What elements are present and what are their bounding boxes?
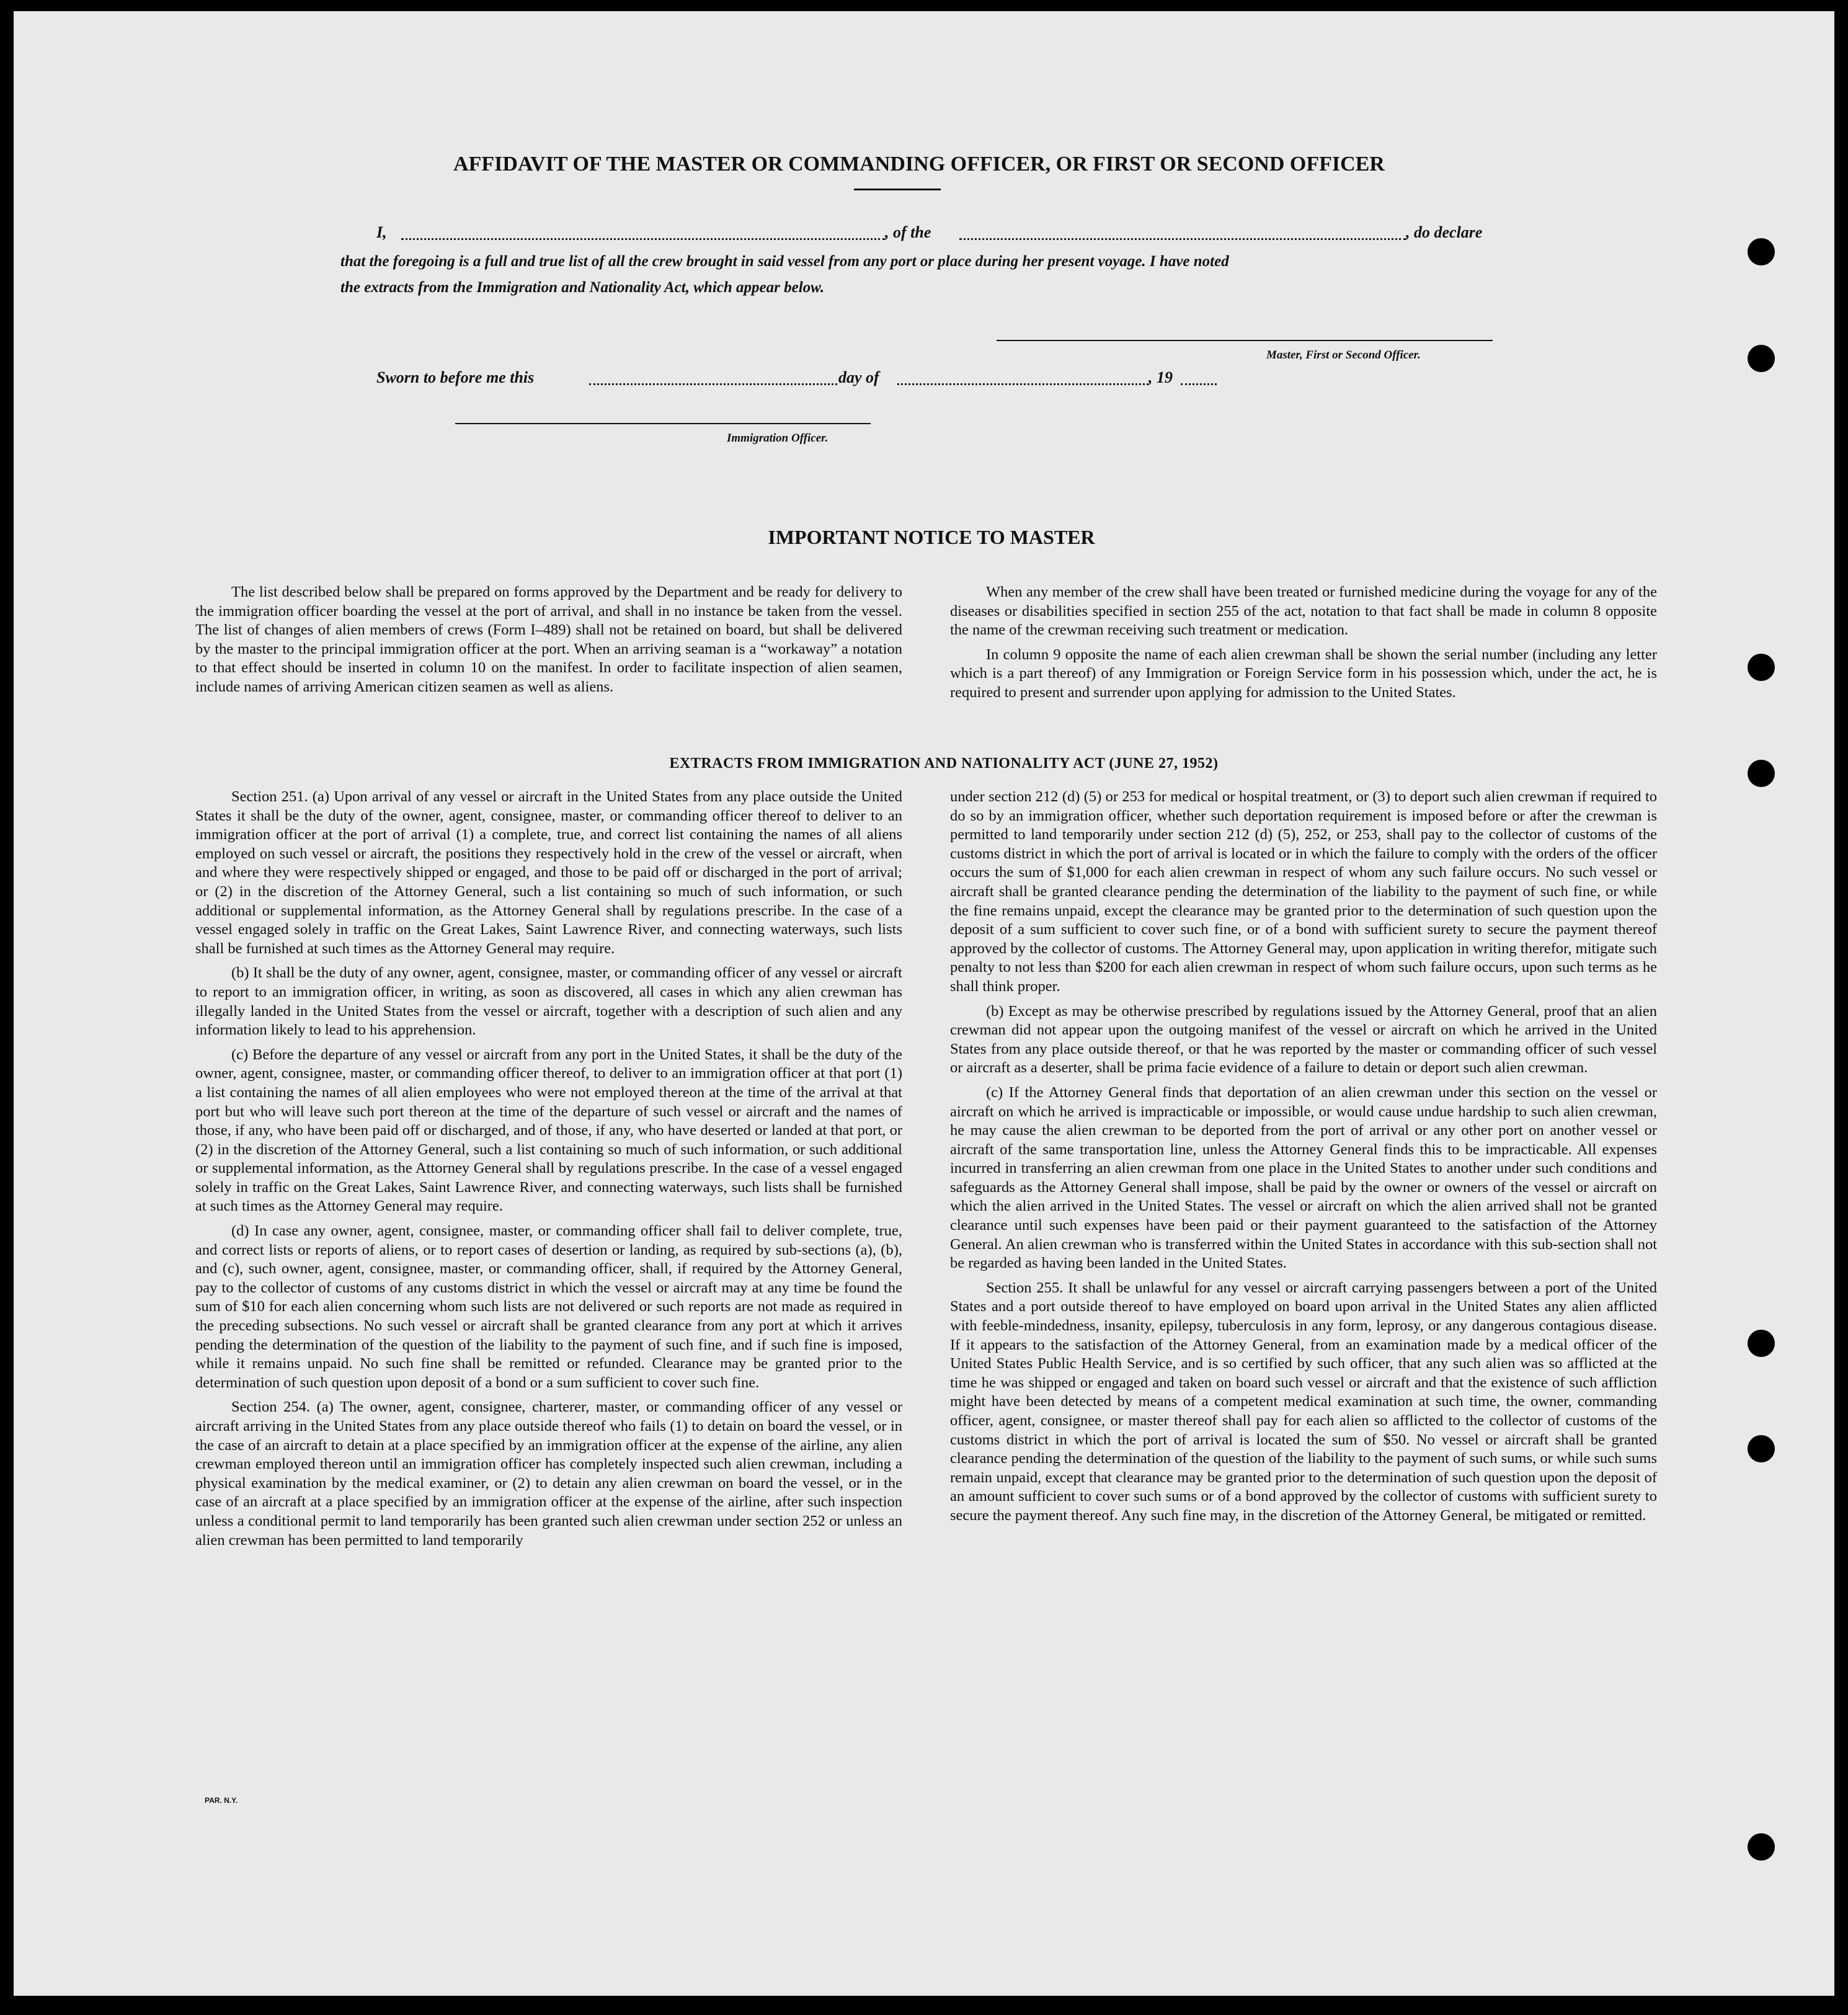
binder-hole — [1748, 1330, 1775, 1357]
binder-hole — [1748, 238, 1775, 265]
affidavit-title: AFFIDAVIT OF THE MASTER OR COMMANDING OFFICER, OR FIRST OR SECOND OFFICER — [453, 153, 1385, 176]
extract-paragraph: (b) Except as may be otherwise prescribed by regulations issued by the Attorney General, proof that an alien crewman did not appear upon the outgoing manifest of the vessel or aircraft on which he arrived in the United States from any place outside thereof, or that he was reported by the master or commanding officer of such vessel or aircraft as a deserter, shall be prima facie evidence of a failure to detain or deport such alien crewman. — [950, 1002, 1657, 1077]
extracts-title: EXTRACTS FROM IMMIGRATION AND NATIONALITY ACT (JUNE 27, 1952) — [669, 755, 1219, 772]
declare-line-start: I, — [376, 223, 387, 241]
master-signature-line[interactable] — [997, 340, 1493, 341]
declare-line-mid: , of the — [885, 223, 931, 241]
extract-paragraph: (c) Before the departure of any vessel or aircraft from any port in the United States, it shall be the duty of the owner, agent, consignee, master, or commanding officer thereof, to deliver to an immigration officer at that port (1) a list containing the names of all alien employees who were not employed thereon at the time of the arrival at that port but who will leave such port thereon at the time of the departure of such vessel or aircraft and the names of those, if any, who have been paid off or discharged, and of those, if any, who have deserted or landed at that port, or (2) in the discretion of the Attorney General, such a list containing so much of such information, or such additional or supplemental information, as the Attorney General shall by regulations prescribe. In the case of a vessel engaged solely in traffic on the Great Lakes, Saint Lawrence River, and connecting waterways, such lists shall be furnished at such times as the Attorney General may require. — [195, 1046, 902, 1215]
title-underline — [854, 189, 941, 190]
sworn-line-end: , 19 — [1148, 368, 1173, 386]
notice-right-column — [950, 583, 1657, 708]
binder-hole — [1748, 654, 1775, 681]
master-signature-label: Master, First or Second Officer. — [1266, 349, 1421, 362]
sworn-month-field[interactable] — [897, 383, 1148, 385]
printer-mark: PAR. N.Y. — [205, 1796, 238, 1805]
declaration-text-line: that the foregoing is a full and true list of all the crew brought in said vessel from any port or place during her present voyage. I have noted — [340, 253, 1229, 270]
extracts-right-column — [950, 788, 1657, 1531]
extract-paragraph: under section 212 (d) (5) or 253 for medical or hospital treatment, or (3) to deport such alien crewman if required to do so by an immigration officer, whether such deportation requirement is imposed before or after the crewman is permitted to land temporarily under section 212 (d) (5), 252, or 253, shall pay to the collector of customs of the customs district in which the port of arrival is located or in which the failure to comply with the orders of the officer occurs the sum of $1,000 for each alien crewman in respect of whom any such failure occurs. No such vessel or aircraft shall be granted clearance pending the determination of the liability to the payment of such fine, or while the fine remains unpaid, except the clearance may be granted prior to the determination of such question upon the deposit of a sum sufficient to cover such fine, or of a bond with sufficient surety to secure the payment thereof approved by the collector of customs. The Attorney General may, upon application in writing therefor, mitigate such penalty to not less than $200 for each alien crewman in respect of whom such failure occurs, upon such terms as he shall think proper. — [950, 788, 1657, 995]
name-field[interactable] — [401, 238, 885, 240]
notice-paragraph: When any member of the crew shall have been treated or furnished medicine during the voyage for any of the diseases or disabilities specified in section 255 of the act, notation to that fact shall be made in column 8 opposite the name of the crewman receiving such treatment or medication. — [950, 584, 1657, 639]
declare-line-end: , do declare — [1406, 223, 1483, 241]
extract-paragraph: (c) If the Attorney General finds that deportation of an alien crewman under this section on the vessel or aircraft on which he arrived is impracticable or impossible, or would cause undue hardship to such alien crewman, he may cause the alien crewman to be deported from the port of arrival or any other port on another vessel or aircraft of the same transportation line, unless the Attorney General finds this to be impracticable. All expenses incurred in transferring an alien crewman from one place in the United States to another under such conditions and safeguards as the Attorney General shall impose, shall be paid by the owner or owners of the vessel or aircraft on which the alien arrived in the United States. The vessel or aircraft on which the alien arrived shall not be granted clearance until such expenses have been paid or their payment guaranteed to the satisfaction of the Attorney General. An alien crewman who is transferred within the United States in accordance with this sub-section shall not be regarded as having been landed in the United States. — [950, 1083, 1657, 1272]
declaration-text-line: the extracts from the Immigration and Nationality Act, which appear below. — [340, 279, 825, 296]
officer-signature-line[interactable] — [455, 423, 871, 424]
notice-paragraph: In column 9 opposite the name of each alien crewman shall be shown the serial number (including any letter which is a part thereof) of any Immigration or Foreign Service form in his possession which, under the act, he is required to present and surrender upon applying for admission to the United States. — [950, 646, 1657, 701]
extract-paragraph: Section 254. (a) The owner, agent, consignee, charterer, master, or commanding officer of any vessel or aircraft arriving in the United States from any place outside thereof who fails (1) to detain on board the vessel, or in the case of an aircraft to detain at a place specified by an immigration officer at the expense of the airline, any alien crewman employed thereon until an immigration officer has completely inspected such alien crewman, including a physical examination by the medical examiner, or (2) to detain any alien crewman on board the vessel, or in the case of an aircraft at a place specified by an immigration officer at the expense of the airline, after such inspection unless a conditional permit to land temporarily has been granted such alien crewman under section 252 or unless an alien crewman has been permitted to land temporarily — [195, 1399, 902, 1549]
binder-hole — [1748, 760, 1775, 787]
vessel-field[interactable] — [959, 238, 1406, 240]
document-page — [14, 11, 1834, 1996]
notice-title: IMPORTANT NOTICE TO MASTER — [768, 526, 1095, 548]
sworn-year-field[interactable] — [1181, 383, 1217, 385]
extract-paragraph: Section 255. It shall be unlawful for any vessel or aircraft carrying passengers between a port of the United States and a port outside thereof to have employed on board upon arrival in the United States any alien afflicted with feeble-mindedness, insanity, epilepsy, tuberculosis in any form, leprosy, or any dangerous contagious disease. If it appears to the satisfaction of the Attorney General, from an examination made by a medical officer of the United States Public Health Service, and is so certified by such officer, that any such alien was so afflicted at the time he was shipped or engaged and taken on board such vessel or aircraft and that the existence of such affliction might have been detected by means of a competent medical examination at such time, the owner, commanding officer, agent, consignee, or master thereof shall pay for each alien so afflicted to the collector of customs of the customs district in which the port of arrival is located the sum of $50. No vessel or aircraft shall be granted clearance pending the determination of the question of the liability to the payment of such sums, or while such sums remain unpaid, except that clearance may be granted prior to the determination of such question upon the deposit of an amount sufficient to cover such sums or of a bond approved by the collector of customs with sufficient surety to secure the payment thereof. Any such fine may, in the discretion of the Attorney General, be mitigated or remitted. — [950, 1279, 1657, 1524]
extract-paragraph: (b) It shall be the duty of any owner, agent, consignee, master, or commanding officer of any vessel or aircraft to report to an immigration officer, in writing, as soon as discovered, all cases in which any alien crewman has illegally landed in the United States from the vessel or aircraft, together with a description of such alien and any information likely to lead to his apprehension. — [195, 964, 902, 1039]
binder-hole — [1748, 345, 1775, 372]
extract-paragraph: Section 251. (a) Upon arrival of any vessel or aircraft in the United States from any place outside the United States it shall be the duty of the owner, agent, consignee, master, or commanding officer thereof to deliver to an immigration officer at the port of arrival (1) a complete, true, and correct list containing the names of all aliens employed on such vessel or aircraft, the positions they respectively hold in the crew of the vessel or aircraft, when and where they were respectively shipped or engaged, and those to be paid off or discharged in the port of arrival; or (2) in the discretion of the Attorney General, such a list containing so much of such information, or such additional or supplemental information, as the Attorney General shall by regulations prescribe. In the case of a vessel engaged solely in traffic on the Great Lakes, Saint Lawrence River, and connecting waterways, such lists shall be furnished at such times as the Attorney General may require. — [195, 788, 902, 957]
sworn-line-mid: day of — [838, 368, 879, 386]
binder-hole — [1748, 1833, 1775, 1861]
extract-paragraph: (d) In case any owner, agent, consignee, master, or commanding officer shall fail to deliver complete, true, and correct lists or reports of aliens, or to report cases of desertion or landing, as required by sub-sections (a), (b), and (c), such owner, agent, consignee, master, or commanding officer, shall, if required by the Attorney General, pay to the collector of customs of any customs district in which the vessel or aircraft may at any time be found the sum of $10 for each alien concerning whom such lists are not delivered or such reports are not made as required in the preceding subsections. No such vessel or aircraft shall be granted clearance from any port at which it arrives pending the determination of the question of the liability to the payment of such fine, and if such fine is imposed, while it remains unpaid. No such fine shall be remitted or refunded. Clearance may be granted prior to the determination of such question upon deposit of a bond or a sum sufficient to cover such fine. — [195, 1222, 902, 1391]
binder-hole — [1748, 1435, 1775, 1462]
officer-signature-label: Immigration Officer. — [727, 432, 828, 445]
sworn-day-field[interactable] — [589, 383, 837, 385]
sworn-line-start: Sworn to before me this — [376, 368, 535, 386]
extracts-left-column — [195, 788, 902, 1555]
notice-paragraph: The list described below shall be prepared on forms approved by the Department and be ready for delivery to the immigration officer boarding the vessel at the port of arrival, and shall in no instance be taken from the vessel. The list of changes of alien members of crews (Form I–489) shall not be retained on board, but shall be delivered by the master to the principal immigration officer at the port. When an arriving seaman is a “workaway” a notation to that effect should be inserted in column 10 on the manifest. In order to facilitate inspection of alien seamen, include names of arriving American citizen seamen as well as aliens. — [195, 584, 902, 695]
notice-left-column — [195, 583, 902, 703]
